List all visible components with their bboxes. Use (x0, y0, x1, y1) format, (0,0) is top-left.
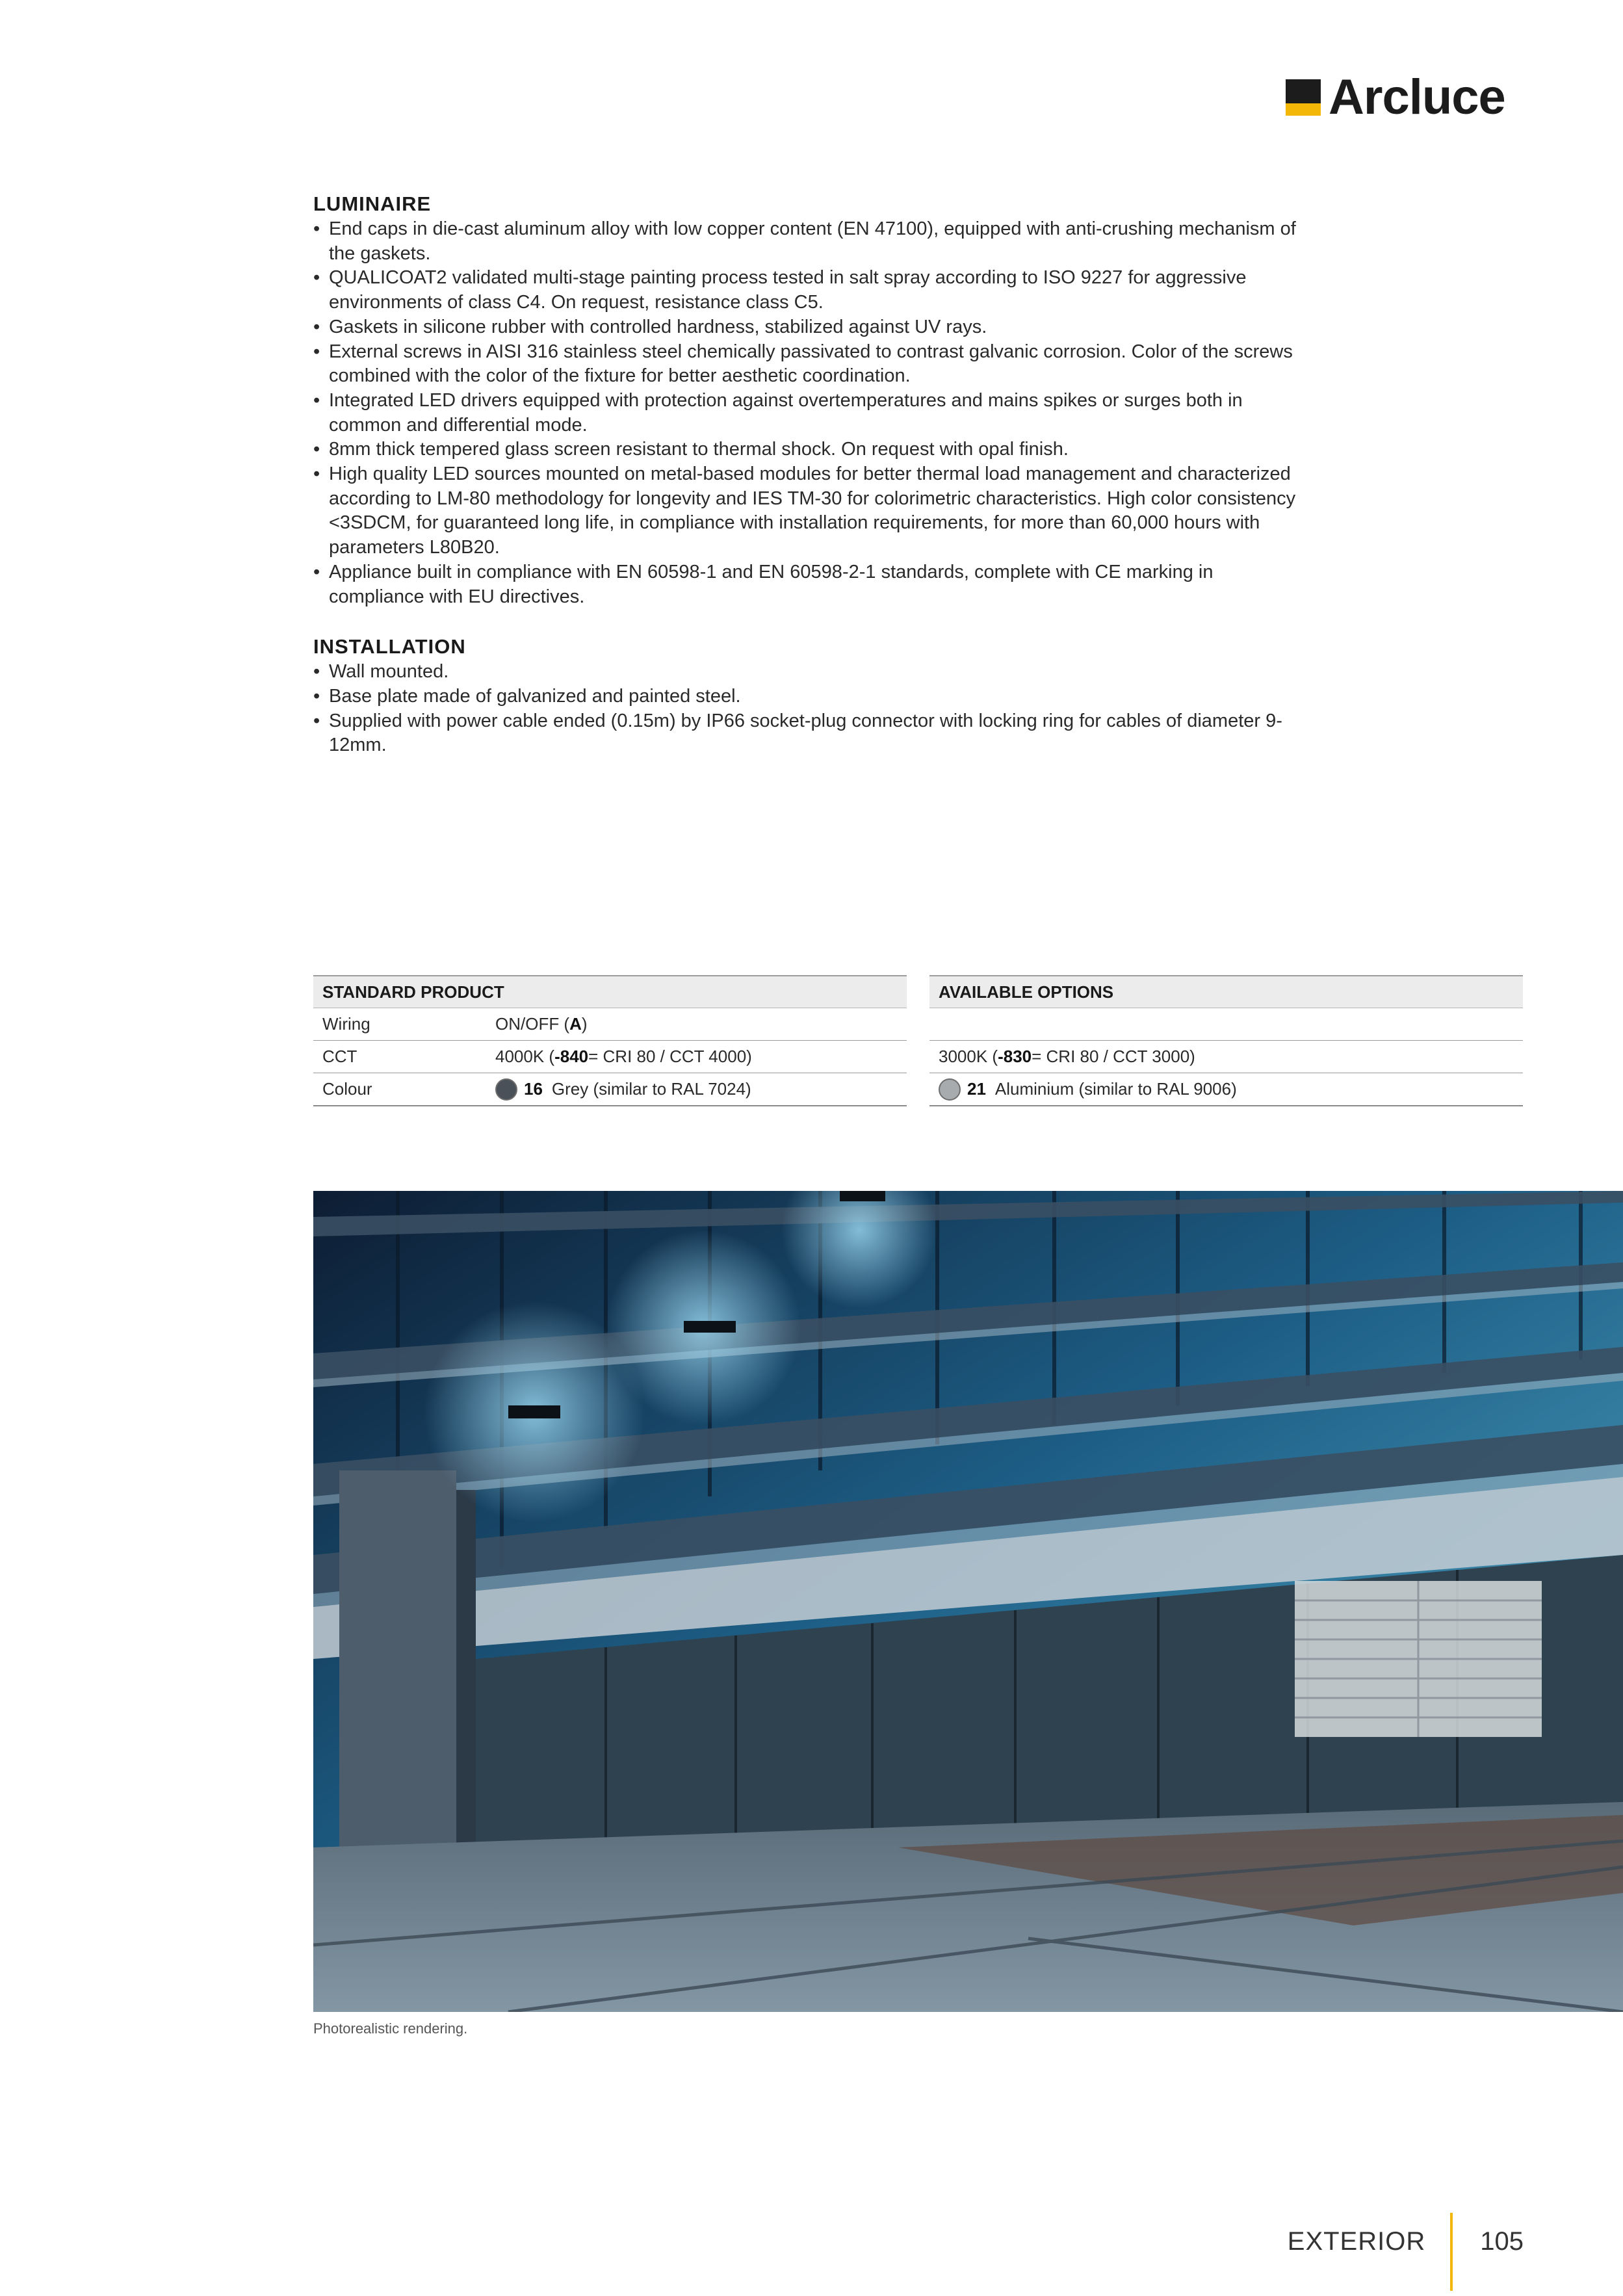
list-item: • Appliance built in compliance with EN 60598-1 and EN 60598-2-1 standards, complete with CE marking in compliance with EU directives. (313, 560, 1301, 609)
cct-value: 4000K ( -840 = CRI 80 / CCT 4000) (495, 1047, 752, 1066)
option-colour-code: 21 (967, 1079, 986, 1099)
brand-logo (1286, 72, 1505, 124)
wiring-label: Wiring (322, 1014, 370, 1034)
colour-swatch-aluminium (939, 1078, 961, 1101)
list-item: • Supplied with power cable ended (0.15m) by IP66 socket-plug connector with locking ring for cables of diameter 9-12mm. (313, 709, 1301, 758)
logo-mark-icon (1286, 79, 1321, 116)
table-row (929, 1073, 1523, 1106)
table-row (313, 1041, 907, 1073)
option-colour-name: Aluminium (similar to RAL 9006) (994, 1079, 1237, 1099)
table-row (929, 1008, 1523, 1041)
installation-section (313, 634, 1301, 758)
standard-product-header: STANDARD PRODUCT (313, 976, 907, 1008)
list-item: • High quality LED sources mounted on metal-based modules for better thermal load management and characterized according to LM-80 methodology for longevity and IES TM-30 for colorimetric characteristics. High color consistency <3SDCM, for guaranteed long life, in compliance with installation requirements, for more than 60,000 hours with parameters L80B20. (313, 462, 1301, 560)
standard-product-table (313, 975, 907, 1106)
available-options-table (929, 975, 1523, 1106)
list-item: • End caps in die-cast aluminum alloy with low copper content (EN 47100), equipped with anti-crushing mechanism of the gaskets. (313, 217, 1301, 266)
luminaire-list (313, 217, 1301, 609)
option-colour-value (939, 1078, 1237, 1101)
table-row (929, 1041, 1523, 1073)
page-footer (1288, 2213, 1524, 2291)
spec-text (313, 191, 1301, 758)
list-item: • QUALICOAT2 validated multi-stage painting process tested in salt spray according to ISO 9227 for aggressive environments of class C4. On request, resistance class C5. (313, 266, 1301, 315)
luminaire-title: LUMINAIRE (313, 192, 432, 215)
page-number: 105 (1480, 2227, 1524, 2256)
brand-name: Arcluce (1329, 70, 1505, 125)
list-item: • 8mm thick tempered glass screen resistant to thermal shock. On request with opal finish. (313, 437, 1301, 462)
table-row (313, 1073, 907, 1106)
building-rendering-image (313, 1191, 1623, 2012)
list-item: • Wall mounted. (313, 660, 1301, 685)
table-row (313, 1008, 907, 1041)
colour-name: Grey (similar to RAL 7024) (551, 1079, 751, 1099)
list-item: • Gaskets in silicone rubber with controlled hardness, stabilized against UV rays. (313, 315, 1301, 340)
list-item: • External screws in AISI 316 stainless steel chemically passivated to contrast galvanic corrosion. Color of the screws combined with the color of the fixture for better aesthetic coordination. (313, 340, 1301, 389)
colour-swatch-grey (495, 1078, 517, 1101)
available-options-header: AVAILABLE OPTIONS (929, 976, 1523, 1008)
option-cct-value: 3000K ( -830 = CRI 80 / CCT 3000) (939, 1047, 1195, 1066)
footer-section-label: EXTERIOR (1287, 2227, 1426, 2256)
installation-list (313, 660, 1301, 758)
colour-label: Colour (322, 1079, 372, 1099)
colour-code: 16 (524, 1079, 543, 1099)
cct-label: CCT (322, 1047, 357, 1066)
list-item: • Integrated LED drivers equipped with protection against overtemperatures and mains spikes or surges both in common and differential mode. (313, 389, 1301, 437)
image-caption: Photorealistic rendering. (313, 2020, 468, 2037)
footer-divider (1450, 2213, 1453, 2291)
installation-title: INSTALLATION (313, 635, 466, 659)
colour-value (495, 1078, 751, 1101)
list-item: • Base plate made of galvanized and painted steel. (313, 685, 1301, 709)
wiring-value: ON/OFF ( A ) (495, 1014, 588, 1034)
